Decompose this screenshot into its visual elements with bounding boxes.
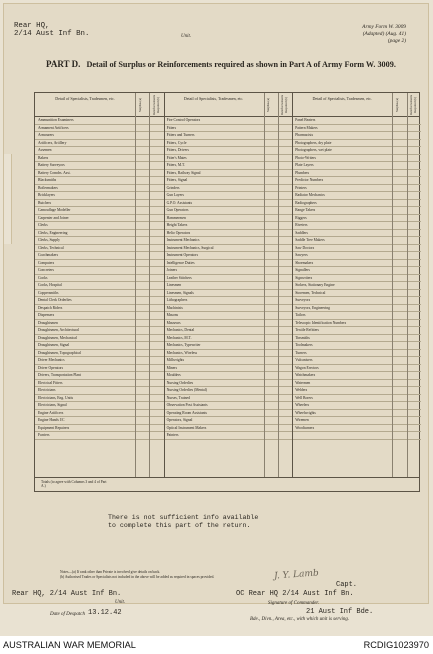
trade-row: Saddlers <box>292 230 421 238</box>
surplus-heading: Surplus (a) <box>137 97 142 113</box>
trade-row: Butchers <box>35 200 164 208</box>
trade-row: Draughtsmen <box>35 320 164 328</box>
form-page <box>3 3 429 604</box>
trade-row: Draughtsmen, Architectural <box>35 327 164 335</box>
trade-row: Predictor Numbers <box>292 177 421 185</box>
trade-row: Welders <box>292 387 421 395</box>
trade-row: Surveyors, Engineering <box>292 305 421 313</box>
column-divider <box>149 93 150 477</box>
trade-row: Assemen <box>35 147 164 155</box>
trade-row: Clerks, Technical <box>35 245 164 253</box>
trade-row: Grinders <box>164 185 293 193</box>
trade-row: Observation Post Assistants <box>164 402 293 410</box>
trade-row: Operating Room Assistants <box>164 410 293 418</box>
part-label: PART D. <box>46 59 81 69</box>
trade-row: Draughtsmen, Signal <box>35 342 164 350</box>
trade-row: Ammunition Examiners <box>35 117 164 125</box>
column-divider <box>135 93 136 477</box>
trades-table <box>34 92 420 478</box>
trade-row: Instrument Mechanics, Surgical <box>164 245 293 253</box>
trade-row: G.P.O. Assistants <box>164 200 293 208</box>
trade-row: Engine Hands I/C <box>35 417 164 425</box>
trade-row: Mechanics, Typewriter <box>164 342 293 350</box>
surplus-heading: Surplus (a) <box>394 97 399 113</box>
trade-row: Draughtsmen, Topographical <box>35 350 164 358</box>
trade-row: Draughtsmen, Mechanical <box>35 335 164 343</box>
trade-row: Nursing Orderlies (Mental) <box>164 387 293 395</box>
totals-label: Totals (to agree with Columns 3 and 4 of Part A.) <box>41 480 107 489</box>
trade-column <box>292 117 421 440</box>
trade-row: Clerks, Supply <box>35 237 164 245</box>
trade-row: Fitters, Cycle <box>164 140 293 148</box>
trade-row: Woodturners <box>292 425 421 433</box>
reinforcements-heading: Reinforcements Required (b) <box>409 95 417 115</box>
commander-unit: OC Rear HQ 2/14 Aust Inf Bn. <box>236 590 354 598</box>
brigade: 21 Aust Inf Bde. <box>306 608 374 616</box>
trade-row: Coppersmiths <box>35 290 164 298</box>
trade-row: Moulders <box>164 372 293 380</box>
trade-row: Plumbers <box>292 170 421 178</box>
trade-row: Dental Clerk Orderlies <box>35 297 164 305</box>
despatch-date: 13.12.42 <box>88 609 122 617</box>
trade-row: Photographers, wet plate <box>292 147 421 155</box>
trade-row: Drivers, Transportation Plant <box>35 372 164 380</box>
trade-row: Panel Beaters <box>292 117 421 125</box>
trade-row: Blacksmiths <box>35 177 164 185</box>
section-divider <box>292 93 293 477</box>
trade-row: Surveyors <box>292 297 421 305</box>
trade-row: Telescopic Identification Numbers <box>292 320 421 328</box>
trade-column <box>35 117 164 440</box>
trade-row: Plate Layers <box>292 162 421 170</box>
trade-row: Electricians <box>35 387 164 395</box>
trade-row: Well Borers <box>292 395 421 403</box>
column-heading: Detail of Specialists, Tradesmen, etc. <box>55 96 115 101</box>
trade-row: Fitter's Mates <box>164 155 293 163</box>
trade-row: Instrument Operators <box>164 252 293 260</box>
trade-row: Pharmacists <box>292 132 421 140</box>
trade-row: Gun Operators <box>164 207 293 215</box>
trade-row: Artificers, Artillery <box>35 140 164 148</box>
column-divider <box>278 93 279 477</box>
trade-row: Vulcanisers <box>292 357 421 365</box>
form-ref-line: Army Form W. 3009 <box>362 24 406 30</box>
trade-row: Operators, Signal <box>164 417 293 425</box>
trade-row: Mechanics, M.T. <box>164 335 293 343</box>
trade-row: Masseurs <box>164 320 293 328</box>
trade-row: Machinists <box>164 305 293 313</box>
footnotes: Notes—(a) If rank other than Private is involved give details on back. (b) Authorised Trades or Specialists not included in the above will be added as required in spaces provided. <box>60 570 215 579</box>
form-ref-line: (page 2) <box>387 38 406 44</box>
trade-row: Masons <box>164 312 293 320</box>
form-reference <box>362 24 406 45</box>
totals-row <box>34 478 420 492</box>
trade-row: Stokers, Stationary Engine <box>292 282 421 290</box>
trade-row: Pattern Makers <box>292 125 421 133</box>
trade-row: Concreters <box>35 267 164 275</box>
bottom-unit: Rear HQ, 2/14 Aust Inf Bn. <box>12 590 122 598</box>
part-title <box>46 59 416 71</box>
archive-name: AUSTRALIAN WAR MEMORIAL <box>3 640 136 650</box>
reinforcements-heading: Reinforcements Required (b) <box>151 95 160 115</box>
trade-row: Saw Doctors <box>292 245 421 253</box>
trade-row: Joiners <box>164 267 293 275</box>
trade-row: Battery Surveyors <box>35 162 164 170</box>
trade-row: Despatch Riders <box>35 305 164 313</box>
reinforcements-heading: Reinforcements Required (b) <box>280 95 289 115</box>
trade-row: Tailors <box>292 312 421 320</box>
trade-row: Riveters <box>292 222 421 230</box>
column-divider <box>392 93 393 477</box>
trade-row: Wheelers <box>292 402 421 410</box>
trade-row: Farriers <box>35 432 164 440</box>
trade-row: Lithographers <box>164 297 293 305</box>
trade-row: Leather Stitchers <box>164 275 293 283</box>
trade-row: Driver Mechanics <box>35 357 164 365</box>
trade-row: Electricians, Eng. Units <box>35 395 164 403</box>
trade-row: Riggers <box>292 215 421 223</box>
trade-row: Signallers <box>292 267 421 275</box>
trade-row: Dispensers <box>35 312 164 320</box>
trade-row: Mechanics, Wireless <box>164 350 293 358</box>
trade-row: Nurses, Trained <box>164 395 293 403</box>
trade-row: Shoemakers <box>292 260 421 268</box>
trade-row: Wiremen <box>292 417 421 425</box>
trade-row: Boilermakers <box>35 185 164 193</box>
trade-row: Fitters, Signal <box>164 177 293 185</box>
trade-row: Coachmakers <box>35 252 164 260</box>
column-divider <box>264 93 265 477</box>
trade-row: Equipment Repairers <box>35 425 164 433</box>
trade-row: Printers <box>292 185 421 193</box>
trade-row: Hammermen <box>164 215 293 223</box>
trade-row: Battery Comdrs. Asst. <box>35 170 164 178</box>
trade-row: Radiator Mechanics <box>292 192 421 200</box>
brigade-label: Bde., Divn., Area, etc., with which unit is serving. <box>250 617 350 622</box>
trade-column <box>164 117 293 440</box>
typed-note: There is not sufficient info available to complete this part of the return. <box>108 514 259 529</box>
trade-row: Optical Instrument Makers <box>164 425 293 433</box>
trade-row: Toolmakers <box>292 342 421 350</box>
trade-row: Bakers <box>35 155 164 163</box>
trade-row: Turners <box>292 350 421 358</box>
trade-row: Driver Operators <box>35 365 164 373</box>
trade-row: Helio Operators <box>164 230 293 238</box>
bottom-unit-label: Unit. <box>115 600 126 605</box>
section-divider <box>164 93 165 477</box>
trade-row: Fire Control Operators <box>164 117 293 125</box>
column-heading: Detail of Specialists, Tradesmen, etc. <box>183 96 244 101</box>
trade-row: Instrument Mechanics <box>164 237 293 245</box>
trade-row <box>292 432 421 440</box>
trade-row: Wheelwrights <box>292 410 421 418</box>
trade-row: Height Takers <box>164 222 293 230</box>
header-unit: Rear HQ, 2/14 Aust Inf Bn. <box>14 22 90 38</box>
despatch-label: Date of Despatch <box>50 612 85 617</box>
trade-row: Fitters, M.T. <box>164 162 293 170</box>
rank-capt: Capt. <box>336 581 358 589</box>
commander-label: Signature of Commander. <box>268 601 320 606</box>
trade-row: Gun Layers <box>164 192 293 200</box>
torn-edge <box>4 154 12 244</box>
form-ref-line: (Adapted) (Aug. 41) <box>362 31 406 37</box>
archive-footer <box>0 636 433 654</box>
trade-row: Tinsmiths <box>292 335 421 343</box>
trade-row: Fitters and Turners <box>164 132 293 140</box>
trade-row: Linesmen, Signals <box>164 290 293 298</box>
trade-row: Engine Artificers <box>35 410 164 418</box>
trade-row: Millwrights <box>164 357 293 365</box>
trade-row: Photo-Writers <box>292 155 421 163</box>
trade-row: Signwriters <box>292 275 421 283</box>
trade-row: Linesmen <box>164 282 293 290</box>
archive-id: RCDIG1023970 <box>363 640 429 650</box>
part-description: Detail of Surplus or Reinforcements required as shown in Part A of Army Form W. 3009. <box>86 60 396 69</box>
commander-signature: J. Y. Lamb <box>273 568 320 582</box>
trade-row: Camouflage Modeller <box>35 207 164 215</box>
trade-row: Sawyers <box>292 252 421 260</box>
column-divider <box>407 93 408 477</box>
trade-row: Electrical Fitters <box>35 380 164 388</box>
trade-row: Carpenter and Joiner <box>35 215 164 223</box>
trade-row: Cooks, Hospital <box>35 282 164 290</box>
trade-row: Watermen <box>292 380 421 388</box>
trade-row: Nursing Orderlies <box>164 380 293 388</box>
trade-row: Computers <box>35 260 164 268</box>
trade-row: Miners <box>164 365 293 373</box>
trade-row: Electricians, Signal <box>35 402 164 410</box>
trade-row: Storemen, Technical <box>292 290 421 298</box>
column-heading: Detail of Specialists, Tradesmen, etc. <box>312 96 372 101</box>
trade-row: Clerks, Engineering <box>35 230 164 238</box>
trade-row: Textile Refitters <box>292 327 421 335</box>
trade-row: Fitters, Railway Signal <box>164 170 293 178</box>
trade-row: Photographers, dry plate <box>292 140 421 148</box>
trade-row: Armourers <box>35 132 164 140</box>
surplus-heading: Surplus (a) <box>266 97 271 113</box>
trade-row: Fitters, Drivers <box>164 147 293 155</box>
trade-row: Watchmakers <box>292 372 421 380</box>
trade-row: Intelligence Duties <box>164 260 293 268</box>
trade-row: Range Takers <box>292 207 421 215</box>
trade-row: Radiographers <box>292 200 421 208</box>
trade-row: Painters <box>164 432 293 440</box>
trade-row: Armament Artificers <box>35 125 164 133</box>
trade-row: Bricklayers <box>35 192 164 200</box>
trade-row: Clerks <box>35 222 164 230</box>
trade-row: Cooks <box>35 275 164 283</box>
trade-row: Saddle Tree Makers <box>292 237 421 245</box>
header-unit-label: Unit. <box>181 34 192 39</box>
trade-row: Mechanics, Dental <box>164 327 293 335</box>
trade-row: Fitters <box>164 125 293 133</box>
trade-row: Wagon Erectors <box>292 365 421 373</box>
